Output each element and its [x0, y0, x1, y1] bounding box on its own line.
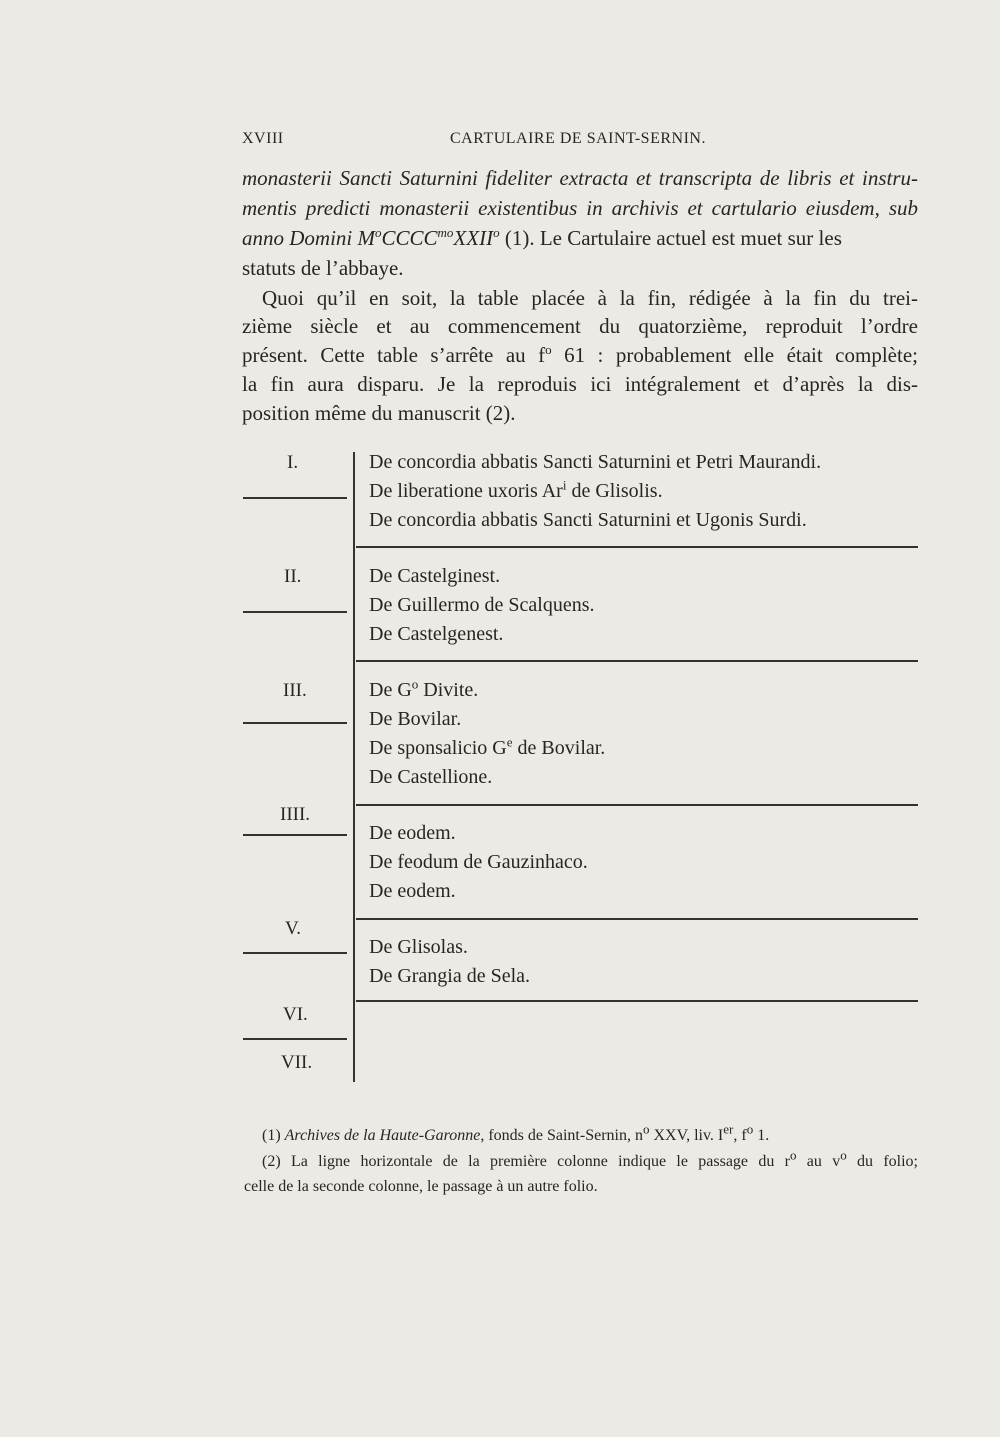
table-entry: De Grangia de Sela.: [369, 965, 531, 987]
footnote-2-text: du folio;: [846, 1153, 919, 1170]
p1-l3-sup-a: o: [375, 225, 382, 240]
footnote-1: [262, 1121, 770, 1145]
table-entry: De Bovilar.: [369, 708, 462, 730]
table-entry: De feodum de Gauzinhaco.: [369, 851, 588, 873]
right-rule-4: [356, 918, 918, 920]
roman-numeral-5: V.: [285, 918, 302, 939]
entry-part: De liberatione uxoris Ar: [369, 480, 563, 502]
footnote-1-text: 1.: [753, 1127, 770, 1144]
footnote-1-text: , fonds de Saint-Sernin, n: [480, 1127, 643, 1144]
footnote-2-number: (2): [262, 1153, 281, 1170]
entry-part: De sponsalicio G: [369, 737, 507, 759]
table-entry: [369, 676, 479, 702]
paragraph2-line4: la fin aura disparu. Je la reproduis ici intégralement et d’après la dis-: [242, 372, 918, 396]
footnote-2-sup: o: [789, 1147, 797, 1163]
roman-numeral-7: VII.: [281, 1052, 313, 1073]
table-entry: De Castellione.: [369, 766, 493, 788]
left-rule-3: [243, 722, 347, 724]
right-rule-5: [356, 1000, 918, 1002]
footnote-1-text: XXV, liv. I: [649, 1127, 724, 1144]
p1-l3-sup-c: o: [493, 225, 500, 240]
roman-numeral-6: VI.: [283, 1004, 308, 1025]
page-number: XVIII: [242, 130, 284, 147]
footnote-1-text: , f: [733, 1127, 747, 1144]
table-entry: De Castelgenest.: [369, 623, 504, 645]
footnote-1-sup: er: [723, 1121, 734, 1137]
roman-numeral-3: III.: [283, 680, 307, 701]
footnote-2-line2: celle de la seconde colonne, le passage à un autre folio.: [244, 1178, 598, 1195]
paragraph1-line3: [242, 225, 842, 251]
paragraph2-line3: [242, 342, 918, 368]
table-entry: [369, 477, 663, 503]
left-rule-6: [243, 1038, 347, 1040]
running-title: CARTULAIRE DE SAINT-SERNIN.: [450, 130, 706, 147]
roman-numeral-1: I.: [287, 452, 299, 473]
p2-l3-a: présent. Cette table s’arrête au f: [242, 343, 546, 367]
footnote-1-italic: Archives de la Haute-Garonne: [284, 1127, 481, 1144]
right-rule-2: [356, 660, 918, 662]
table-entry: De Castelginest.: [369, 565, 501, 587]
footnote-2-text: au v: [796, 1153, 841, 1170]
paragraph2-line1: Quoi qu’il en soit, la table placée à la fin, rédigée à la fin du trei-: [262, 286, 918, 310]
table-entry: De concordia abbatis Sancti Saturnini et Ugonis Surdi.: [369, 509, 807, 531]
left-rule-2: [243, 611, 347, 613]
p1-l3-rest: (1). Le Cartulaire actuel est muet sur les: [499, 226, 842, 250]
paragraph2-line2: zième siècle et au commencement du quatorzième, reproduit l’ordre: [242, 314, 918, 338]
entry-part: De G: [369, 679, 412, 701]
p2-l3-sup: o: [545, 342, 552, 357]
p1-l3-italic-c: XXII: [453, 226, 494, 250]
entry-part: Divite.: [418, 679, 479, 701]
entry-part: de Bovilar.: [512, 737, 606, 759]
table-entry: De concordia abbatis Sancti Saturnini et Petri Maurandi.: [369, 451, 822, 473]
roman-numeral-2: II.: [284, 566, 302, 587]
roman-numeral-4: IIII.: [280, 804, 311, 825]
paragraph1-line2: mentis predicti monasterii existentibus in archivis et cartulario eiusdem, sub: [242, 196, 918, 220]
left-rule-1: [243, 497, 347, 499]
p1-l3-italic-b: CCCC: [381, 226, 438, 250]
paragraph1-line1: monasterii Sancti Saturnini fideliter extracta et transcripta de libris et instru-: [242, 166, 918, 190]
footnote-1-number: (1): [262, 1127, 281, 1144]
entry-sup: o: [411, 676, 419, 692]
right-rule-1: [356, 546, 918, 548]
left-rule-4: [243, 834, 347, 836]
footnote-2: [262, 1147, 919, 1171]
paragraph1-line4: statuts de l’abbaye.: [242, 256, 404, 280]
footnote-2-sup: o: [840, 1147, 847, 1163]
p1-l3-sup-b: mo: [437, 225, 454, 240]
table-entry: De eodem.: [369, 822, 456, 844]
footnote-1-sup: o: [746, 1121, 754, 1137]
entry-sup: i: [562, 477, 567, 493]
table-entry: De Glisolas.: [369, 936, 468, 958]
entry-part: de Glisolis.: [566, 480, 663, 502]
table-entry: De Guillermo de Scalquens.: [369, 594, 595, 616]
paragraph2-line5: position même du manuscrit (2).: [242, 401, 516, 425]
table-column-divider: [353, 452, 355, 1082]
footnote-2-text: La ligne horizontale de la première colonne indique le passage du r: [290, 1153, 790, 1170]
left-rule-5: [243, 952, 347, 954]
footnote-1-sup: o: [642, 1121, 650, 1137]
right-rule-3: [356, 804, 918, 806]
p2-l3-b: 61 : probablement elle était complète;: [551, 343, 918, 367]
entry-sup: e: [506, 734, 513, 750]
p1-l3-italic-a: anno Domini M: [242, 226, 375, 250]
table-entry: [369, 734, 606, 760]
table-entry: De eodem.: [369, 880, 456, 902]
